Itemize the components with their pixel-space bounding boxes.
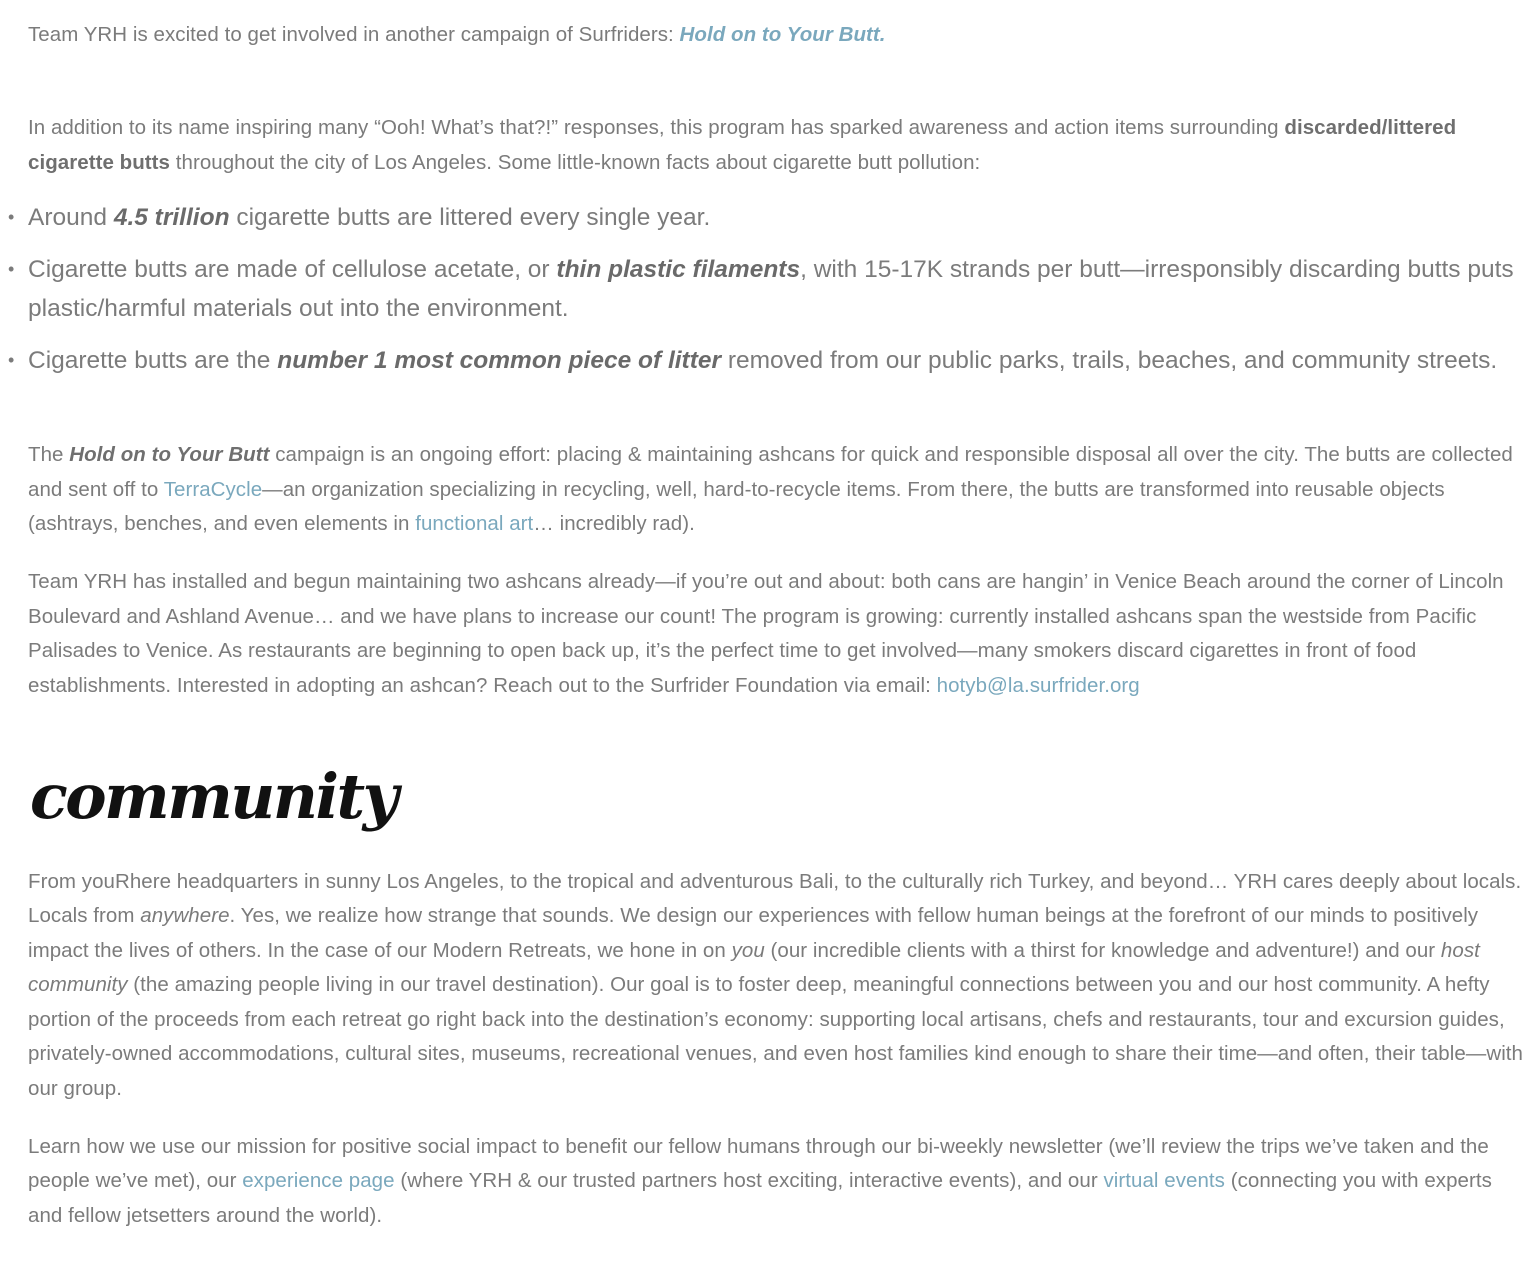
campaign-name: Hold on to Your Butt	[69, 443, 270, 467]
bullet-icon: •	[8, 350, 15, 371]
community-emphasis: anywhere	[140, 904, 230, 928]
newsletter-text-2: (where YRH & our trusted partners host exciting, interactive events), and our	[394, 1169, 1104, 1193]
fact-highlight: number 1 most common piece of litter	[277, 347, 722, 375]
community-text-4: (the amazing people living in our travel destination). Our goal is to foster deep, meaningful connections between you and our host community. A hefty portion of the proceeds from each retreat go right back into the destination’s economy: supporting local artisans, chefs and restaurants, tour and excursion guides, privately-owned accommodations, cultural sites, museums, recreational venues, and even host families kind enough to share their time—and often, their table—with our group.	[28, 973, 1524, 1100]
community-text-3: (our incredible clients with a thirst for knowledge and adventure!) and our	[764, 938, 1441, 962]
fact-text: Cigarette butts are the	[28, 347, 278, 375]
terracycle-link[interactable]: TerraCycle	[163, 477, 263, 501]
campaign-link[interactable]: Hold on to Your Butt.	[679, 23, 886, 46]
facts-list	[8, 198, 1528, 380]
newsletter-text-3: (connecting you with experts and fellow jetsetters around the world).	[28, 1169, 1492, 1227]
experience-page-link[interactable]: experience page	[242, 1169, 395, 1193]
intro-text: Team YRH is excited to get involved in another campaign of Surfriders:	[28, 23, 680, 46]
intro-paragraph	[28, 0, 1528, 52]
community-emphasis: you	[731, 938, 765, 962]
list-item	[8, 198, 1528, 237]
fact-highlight: thin plastic filaments	[556, 256, 801, 284]
program-bold-phrase: discarded/littered cigarette butts	[28, 116, 1457, 174]
program-paragraph	[28, 111, 1528, 180]
community-text-1: From youRhere headquarters in sunny Los Angeles, to the tropical and adventurous Bali, to the culturally rich Turkey, and beyond… YRH cares deeply about locals. Locals from	[28, 870, 1522, 928]
list-item	[8, 250, 1528, 328]
community-text-2: . Yes, we realize how strange that sounds. We design our experiences with fellow human beings at the forefront of our minds to positively impact the lives of others. In the case of our Modern Retreats, we hone in on	[28, 904, 1479, 962]
bullet-icon: •	[8, 259, 15, 280]
fact-text: removed from our public parks, trails, beaches, and community streets.	[721, 347, 1498, 375]
functional-art-link[interactable]: functional art	[415, 512, 534, 536]
fact-highlight: 4.5 trillion	[113, 204, 230, 232]
campaign-text-3: —an organization specializing in recycling, well, hard-to-recycle items. From there, the butts are transformed into reusable objects (ashtrays, benches, and even elements in	[28, 477, 1445, 536]
ashcan-paragraph	[28, 565, 1528, 703]
ashcan-text: Team YRH has installed and begun maintaining two ashcans already—if you’re out and about: both cans are hangin’ in Venice Beach around the corner of Lincoln Boulevard and Ashland Avenue… and we have plans to increase our count! The program is growing: currently installed ashcans span the westside from Pacific Palisades to Venice. As restaurants are beginning to open back up, it’s the perfect time to get involved—many smokers discard cigarettes in front of food establishments. Interested in adopting an ashcan? Reach out to the Surfrider Foundation via email:	[28, 570, 1504, 697]
email-link[interactable]: hotyb@la.surfrider.org	[936, 673, 1140, 697]
campaign-paragraph	[28, 438, 1528, 541]
fact-text: cigarette butts are littered every single year.	[229, 204, 711, 232]
fact-text: , with 15-17K strands per butt—irresponsibly discarding butts puts plastic/harmful materials out into the environment.	[28, 256, 1514, 323]
campaign-text-1: The	[28, 443, 70, 467]
program-text-2: throughout the city of Los Angeles. Some little-known facts about cigarette butt pollution:	[170, 150, 981, 174]
newsletter-paragraph	[28, 1130, 1528, 1233]
program-text-1: In addition to its name inspiring many “Ooh! What’s that?!” responses, this program has sparked awareness and action items surrounding	[28, 116, 1285, 140]
community-paragraph	[28, 865, 1528, 1106]
list-item	[8, 341, 1528, 380]
bullet-icon: •	[8, 207, 15, 228]
virtual-events-link[interactable]: virtual events	[1103, 1169, 1225, 1193]
fact-text: Cigarette butts are made of cellulose acetate, or	[28, 256, 557, 284]
fact-text: Around	[28, 204, 114, 232]
campaign-text-2: campaign is an ongoing effort: placing & maintaining ashcans for quick and responsible disposal all over the city. The butts are collected and sent off to	[28, 443, 1513, 501]
community-emphasis: host community	[28, 938, 1480, 997]
article-body	[8, 0, 1528, 1233]
campaign-text-4: … incredibly rad).	[533, 512, 695, 536]
section-heading: community	[30, 760, 397, 834]
newsletter-text-1: Learn how we use our mission for positive social impact to benefit our fellow humans through our bi-weekly newsletter (we’ll review the trips we’ve taken and the people we’ve met), our	[28, 1134, 1489, 1193]
